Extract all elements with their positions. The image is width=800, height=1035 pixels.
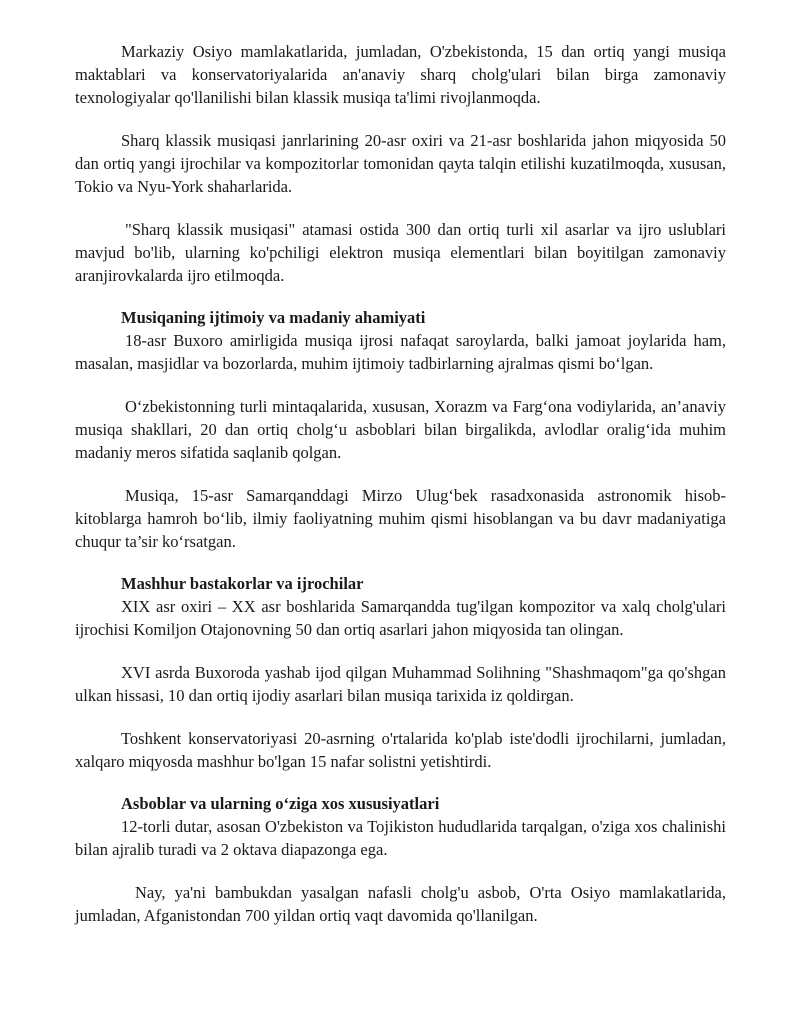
- paragraph: XVI asrda Buxoroda yashab ijod qilgan Muhammad Solihning "Shashmaqom"ga qo'shgan ulkan hissasi, 10 dan ortiq ijodiy asarlari bilan musiqa tarixida iz qoldirgan.: [75, 663, 726, 705]
- paragraph: O‘zbekistonning turli mintaqalarida, xususan, Xorazm va Farg‘ona vodiylarida, an’anaviy musiqa shakllari, 20 dan ortiq cholg‘u asboblari bilan birgalikda, avlodlar oralig‘ida muhim madaniy meros sifatida saqlanib qolgan.: [75, 397, 726, 462]
- paragraph: Musiqa, 15-asr Samarqanddagi Mirzo Ulug‘bek rasadxonasida astronomik hisob-kitoblarga hamroh bo‘lib, ilmiy faoliyatning muhim qismi hisoblangan va bu davr madaniyatiga chuqur ta’sir ko‘rsatgan.: [75, 486, 726, 551]
- paragraph: "Sharq klassik musiqasi" atamasi ostida 300 dan ortiq turli xil asarlar va ijro uslublari mavjud bo'lib, ularning ko'pchiligi elektron musiqa elementlari bilan boyitilgan zamonaviy aranjirovkalarda ijro etilmoqda.: [75, 220, 726, 285]
- paragraph: Markaziy Osiyo mamlakatlarida, jumladan, O'zbekistonda, 15 dan ortiq yangi musiqa maktablari va konservatoriyalarida an'anaviy sharq cholg'ulari bilan birga zamonaviy texnologiyalar qo'llanilishi bilan klassik musiqa ta'limi rivojlanmoqda.: [75, 42, 726, 107]
- paragraph: Sharq klassik musiqasi janrlarining 20-asr oxiri va 21-asr boshlarida jahon miqyosida 50 dan ortiq yangi ijrochilar va kompozitorlar tomonidan qayta talqin etilishi kuzatilmoqda, xususan, Tokio va Nyu-York shaharlarida.: [75, 131, 726, 196]
- paragraph: Toshkent konservatoriyasi 20-asrning o'rtalarida ko'plab iste'dodli ijrochilarni, jumladan, xalqaro miqyosda mashhur bo'lgan 15 nafar solistni yetishtirdi.: [75, 729, 726, 771]
- section-heading: Asboblar va ularning o‘ziga xos xususiyatlari: [121, 794, 440, 813]
- section-heading: Musiqaning ijtimoiy va madaniy ahamiyati: [121, 308, 426, 327]
- paragraph: 12-torli dutar, asosan O'zbekiston va Tojikiston hududlarida tarqalgan, o'ziga xos chalinishi bilan ajralib turadi va 2 oktava diapazonga ega.: [75, 817, 726, 859]
- section-heading: Mashhur bastakorlar va ijrochilar: [121, 574, 364, 593]
- paragraph: Nay, ya'ni bambukdan yasalgan nafasli cholg'u asbob, O'rta Osiyo mamlakatlarida, jumladan, Afganistondan 700 yildan ortiq vaqt davomida qo'llanilgan.: [75, 883, 726, 925]
- paragraph: 18-asr Buxoro amirligida musiqa ijrosi nafaqat saroylarda, balki jamoat joylarida ham, masalan, masjidlar va bozorlarda, muhim ijtimoiy tadbirlarning ajralmas qismi bo‘lgan.: [75, 331, 726, 373]
- document-page: [75, 40, 726, 927]
- paragraph: XIX asr oxiri – XX asr boshlarida Samarqandda tug'ilgan kompozitor va xalq cholg'ulari ijrochisi Komiljon Otajonovning 50 dan ortiq asarlari jahon miqyosida tan olingan.: [75, 597, 726, 639]
